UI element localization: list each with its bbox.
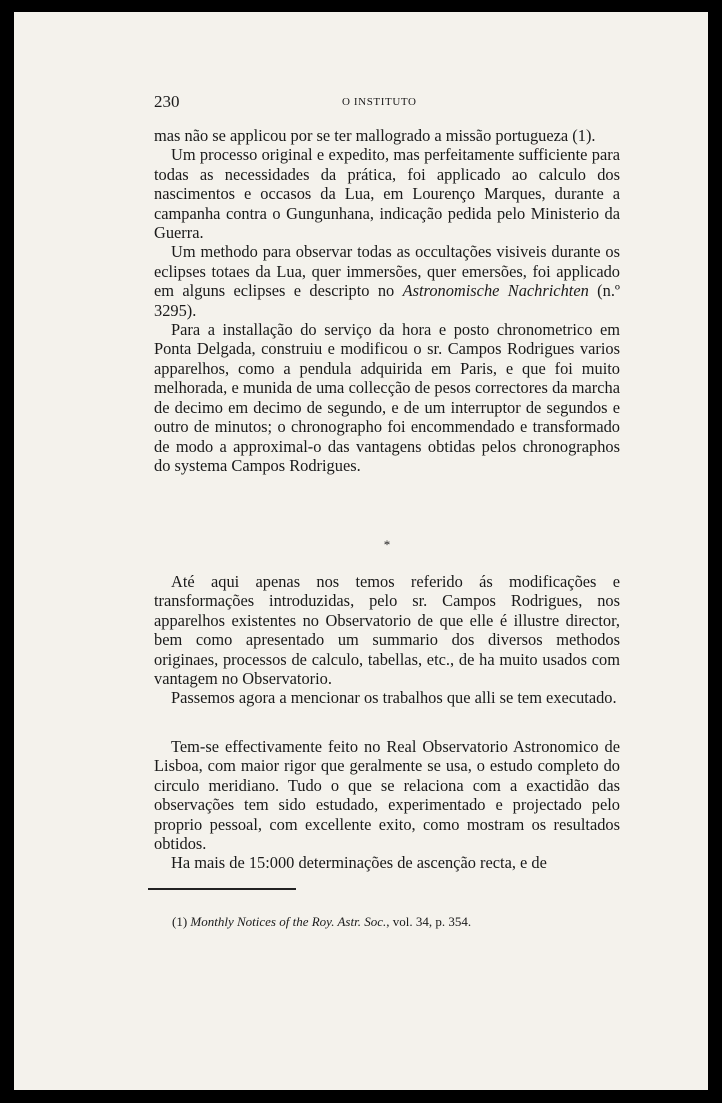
paragraph	[154, 242, 620, 320]
paragraph: Para a installação do serviço da hora e posto chronometrico em Ponta Delgada, construiu e modificou o sr. Campos Rodrigues varios apparelhos, como a pendula adquirida em Paris, e que foi muito melhorada, e munida de uma collecção de pesos correctores da marcha de decimo em decimo de segundo, e de um interruptor de segundos e outro de minutos; o chronographo foi encommendado e transformado de modo a approximal-o das vantagens obtidas pelos chronographos do systema Campos Rodrigues.	[154, 320, 620, 475]
footnote-source: Monthly Notices of the Roy. Astr. Soc.	[190, 914, 387, 929]
paragraph: mas não se applicou por se ter mallogrado a missão portugueza (1).	[154, 126, 596, 145]
body-text-top	[154, 126, 620, 475]
paragraph: Passemos agora a mencionar os trabalhos que alli se tem executado.	[171, 688, 617, 708]
paragraph: Ha mais de 15:000 determinações de ascenção recta, e de	[171, 853, 547, 873]
footnote	[172, 914, 632, 930]
journal-citation: Astronomische Nachrichten	[402, 281, 589, 301]
page-header	[154, 92, 620, 114]
page-number: 230	[154, 92, 180, 111]
body-text-middle	[154, 572, 620, 708]
footnote-ref: , vol. 34, p. 354.	[386, 914, 472, 929]
paragraph: Tem-se effectivamente feito no Real Observatorio Astronomico de Lisboa, com maior rigor que geralmente se usa, o estudo completo do circulo meridiano. Tudo o que se relaciona com a exactidão das observações tem sido estudado, experimentado e projectado pelo proprio pessoal, com excellente exito, como mostram os resultados obtidos.	[154, 737, 620, 854]
body-text-bottom	[154, 737, 620, 873]
citation-ref: (n.º 3295).	[154, 281, 621, 320]
running-title: O INSTITUTO	[342, 96, 417, 108]
section-ornament: *	[383, 537, 391, 552]
paragraph: Um processo original e expedito, mas perfeitamente sufficiente para todas as necessidades da prática, foi applicado ao calculo dos nascimentos e occasos da Lua, em Lourenço Marques, durante a campanha contra o Gungunhana, indicação pedida pelo Ministerio da Guerra.	[154, 145, 620, 243]
paragraph-text: Um methodo para observar todas as occultações visiveis durante os eclipses totaes da Lua, quer immersões, quer emersões, foi applicado em alguns eclipses e descripto no	[154, 242, 620, 301]
footnote-marker: (1)	[172, 914, 188, 929]
paragraph: Até aqui apenas nos temos referido ás modificações e transformações introduzidas, pelo sr. Campos Rodrigues, nos apparelhos existentes no Observatorio de que elle é illustre director, bem como apresentado um summario dos diversos methodos originaes, processos de calculo, tabellas, etc., de ha muito usados com vantagem no Observatorio.	[154, 572, 620, 689]
book-page	[14, 12, 708, 1090]
footnote-rule	[148, 888, 296, 890]
